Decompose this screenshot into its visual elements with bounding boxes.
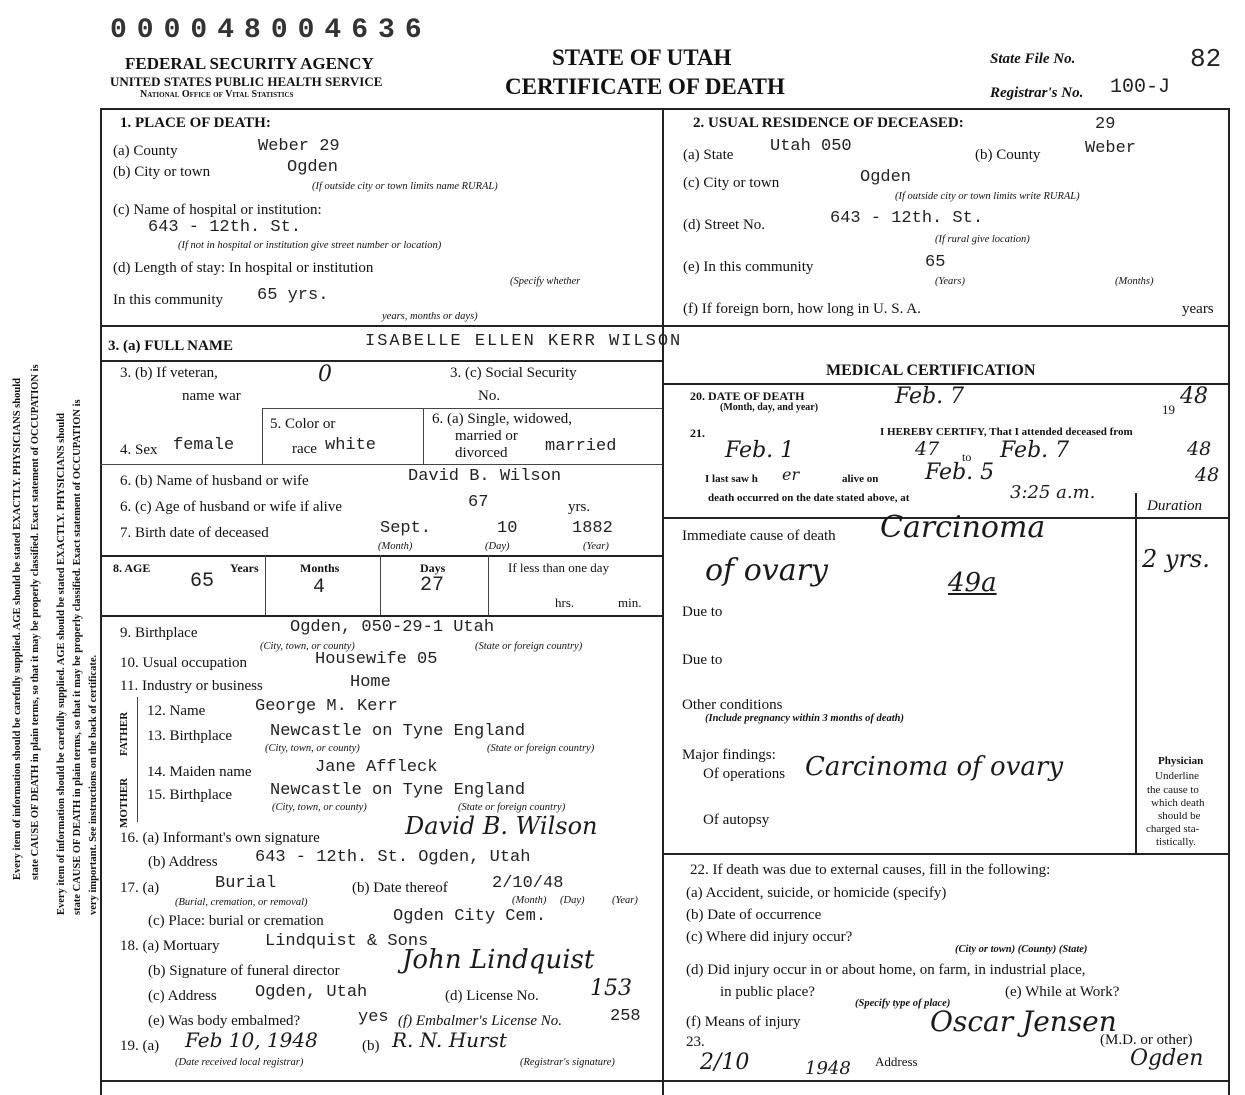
- informant-address-label: (b) Address: [148, 854, 218, 870]
- margin-note-1: Every item of information should be carefully supplied. AGE should be stated EXACTLY. PHYSICIANS should: [12, 378, 23, 880]
- physician-sign-year: 1948: [805, 1058, 851, 1079]
- burial-note: (Burial, cremation, or removal): [175, 897, 308, 908]
- attended-to-label: to: [962, 450, 972, 464]
- top-border: [100, 108, 1230, 110]
- operations-finding: Carcinoma of ovary: [805, 752, 1064, 782]
- occurred-label: death occurred on the date stated above, at: [708, 492, 910, 504]
- occupation-label: 10. Usual occupation: [120, 655, 248, 671]
- external-f: (f) Means of injury: [686, 1014, 801, 1030]
- embalmed-value: yes: [358, 1008, 389, 1027]
- external-c: (c) Where did injury occur?: [686, 929, 853, 945]
- veteran-value: 0: [318, 362, 332, 387]
- residence-state: Utah 050: [770, 137, 852, 156]
- physician-note-3: the cause to: [1147, 784, 1199, 796]
- due-to-label-2: Due to: [682, 652, 723, 668]
- autopsy-label: Of autopsy: [703, 812, 770, 828]
- last-saw-date: Feb. 5: [925, 460, 995, 485]
- death-date-note: (Month, day, and year): [720, 402, 819, 413]
- marital-label-1: 6. (a) Single, widowed,: [432, 411, 572, 427]
- registrar-sig-label: (b): [362, 1038, 380, 1054]
- vline-marital: [423, 408, 424, 464]
- registrar-number: 100-J: [1110, 76, 1171, 99]
- father-birthplace-label: 13. Birthplace: [147, 728, 232, 744]
- last-saw-her: er: [782, 465, 800, 484]
- father-state-note: (State or foreign country): [487, 743, 595, 754]
- foreign-born-suffix: years: [1182, 301, 1214, 317]
- received-label: 19. (a): [120, 1038, 160, 1054]
- physician-note-5: should be: [1158, 810, 1201, 822]
- age-months-label: Months: [300, 561, 340, 575]
- physician-note-1: Physician: [1158, 755, 1204, 767]
- external-b: (b) Date of occurrence: [686, 907, 822, 923]
- right-border: [1228, 108, 1230, 1095]
- mother-birthplace: Newcastle on Tyne England: [270, 781, 526, 800]
- certify-number: 21.: [690, 426, 705, 440]
- burial-day-note: (Day): [560, 895, 585, 906]
- informant-address: 643 - 12th. St. Ogden, Utah: [255, 848, 531, 867]
- physician-note-4: which death: [1151, 797, 1205, 809]
- death-date-label: 20. DATE OF DEATH: [690, 389, 805, 403]
- alive-on-label: alive on: [842, 473, 879, 485]
- age-years: 65: [190, 570, 215, 593]
- birth-day: 10: [497, 519, 518, 538]
- residence-heading: 2. USUAL RESIDENCE OF DECEASED:: [693, 115, 964, 131]
- registrar-note: (Registrar's signature): [520, 1057, 615, 1068]
- sex-value: female: [173, 436, 235, 455]
- mortuary-address: Ogden, Utah: [255, 983, 368, 1002]
- death-city-label: (b) City or town: [113, 164, 211, 180]
- residence-city-label: (c) City or town: [683, 175, 780, 191]
- last-saw-year: 48: [1195, 464, 1220, 486]
- license-label: (d) License No.: [445, 988, 539, 1004]
- informant-signature-label: 16. (a) Informant's own signature: [120, 830, 320, 846]
- immediate-cause-label: Immediate cause of death: [682, 528, 836, 544]
- external-a: (a) Accident, suicide, or homicide (specify): [686, 885, 947, 901]
- residence-county-code: 29: [1095, 115, 1116, 134]
- birth-month: Sept.: [380, 519, 432, 538]
- line-after-sex: [100, 464, 662, 465]
- duration-divider: [1135, 493, 1137, 853]
- foreign-born-label: (f) If foreign born, how long in U. S. A.: [683, 301, 921, 317]
- due-to-label-1: Due to: [682, 604, 723, 620]
- spouse-age: 67: [468, 493, 489, 512]
- age-days: 27: [420, 574, 445, 597]
- embalmed-label: (e) Was body embalmed?: [148, 1013, 301, 1029]
- min-label: min.: [618, 595, 642, 610]
- physician-note-6: charged sta-: [1146, 823, 1200, 835]
- attended-to: Feb. 7: [1000, 438, 1070, 463]
- left-border: [100, 108, 102, 1095]
- social-security-label: 3. (c) Social Security: [450, 365, 577, 381]
- residence-street-note: (If rural give location): [935, 234, 1030, 245]
- office-name: National Office of Vital Statistics: [140, 89, 294, 100]
- embalmer-license: 258: [610, 1007, 641, 1026]
- burial-place-label: (c) Place: burial or cremation: [148, 913, 324, 929]
- external-causes-heading: 22. If death was due to external causes, fill in the following:: [690, 862, 1051, 878]
- line-external: [662, 853, 1228, 855]
- document-title-state: STATE OF UTAH: [552, 45, 732, 70]
- vline-age-1: [265, 555, 266, 615]
- years-note: (Years): [935, 276, 965, 287]
- months-note: (Months): [1115, 276, 1154, 287]
- line-age: [100, 555, 662, 557]
- registrar-number-label: Registrar's No.: [990, 85, 1084, 101]
- residence-community: 65: [925, 253, 946, 272]
- color-label: 5. Color or: [270, 416, 336, 432]
- physician-note-7: tistically.: [1156, 836, 1196, 848]
- section-divider-vet: [100, 360, 662, 362]
- medical-heading: MEDICAL CERTIFICATION: [826, 362, 1036, 379]
- cause-duration: 2 yrs.: [1142, 545, 1210, 573]
- burial-label: 17. (a): [120, 880, 160, 896]
- less-than-day-label: If less than one day: [508, 560, 610, 575]
- embalmer-license-label: (f) Embalmer's License No.: [398, 1013, 563, 1029]
- line-after-age: [100, 615, 662, 617]
- residence-street: 643 - 12th. St.: [830, 209, 984, 228]
- burial-date: 2/10/48: [492, 874, 564, 893]
- other-conditions-label: Other conditions: [682, 697, 783, 713]
- length-of-stay-note: (Specify whether: [510, 276, 581, 287]
- state-file-number: 82: [1190, 44, 1222, 74]
- age-years-label: Years: [230, 561, 259, 575]
- service-name: UNITED STATES PUBLIC HEALTH SERVICE: [110, 74, 383, 89]
- residence-street-label: (d) Street No.: [683, 217, 766, 233]
- mother-name-label: 14. Maiden name: [147, 764, 252, 780]
- death-year: 48: [1180, 384, 1208, 409]
- death-time: 3:25 a.m.: [1010, 482, 1096, 503]
- residence-city: Ogden: [860, 168, 912, 187]
- birthplace-state-note: (State or foreign country): [475, 641, 583, 652]
- marital-label-2: married or: [455, 428, 518, 444]
- birthplace-city-note: (City, town, or county): [260, 641, 355, 652]
- agency-name: FEDERAL SECURITY AGENCY: [125, 54, 374, 73]
- attended-from-year: 47: [915, 438, 940, 460]
- attended-from: Feb. 1: [725, 438, 795, 463]
- received-note: (Date received local registrar): [175, 1057, 304, 1068]
- informant-signature: David B. Wilson: [405, 812, 598, 840]
- parents-bracket: [137, 697, 138, 822]
- in-community-value: 65 yrs.: [257, 286, 329, 305]
- license-number: 153: [590, 976, 632, 1001]
- death-date: Feb. 7: [895, 384, 965, 409]
- burial-place: Ogden City Cem.: [393, 907, 547, 926]
- length-of-stay-label: (d) Length of stay: In hospital or institution: [113, 260, 374, 276]
- veteran-label: 3. (b) If veteran,: [120, 365, 218, 381]
- vline-sex: [262, 408, 263, 464]
- residence-county-label: (b) County: [975, 147, 1041, 163]
- age-days-label: Days: [420, 561, 446, 575]
- birth-date-label: 7. Birth date of deceased: [120, 525, 269, 541]
- external-d-1: (d) Did injury occur in or about home, on farm, in industrial place,: [686, 962, 1086, 978]
- in-community-note: years, months or days): [382, 311, 478, 322]
- birth-month-note: (Month): [378, 541, 413, 552]
- hospital-note: (If not in hospital or institution give street number or location): [178, 240, 442, 251]
- occupation-value: Housewife 05: [315, 650, 438, 669]
- hrs-label: hrs.: [555, 595, 575, 610]
- margin-note-5: very important. See instructions on the back of certificate.: [88, 654, 99, 915]
- physician-note-2: Underline: [1155, 770, 1199, 782]
- birth-year-note: (Year): [583, 541, 609, 552]
- marital-label-3: divorced: [455, 445, 508, 461]
- spouse-age-yrs: yrs.: [568, 499, 591, 515]
- vline-age-3: [488, 555, 489, 615]
- mortuary-name: Lindquist & Sons: [265, 932, 429, 951]
- race-label: race: [292, 441, 317, 457]
- spouse-label: 6. (b) Name of husband or wife: [120, 473, 309, 489]
- registrar-signature: R. N. Hurst: [392, 1028, 507, 1052]
- death-year-prefix: 19: [1162, 402, 1175, 417]
- veteran-label-2: name war: [182, 388, 241, 404]
- section-divider-name: [100, 325, 1230, 327]
- birth-day-note: (Day): [485, 541, 510, 552]
- duration-label: Duration: [1147, 498, 1203, 514]
- physician-signature: Oscar Jensen: [930, 1005, 1117, 1038]
- social-security-no-label: No.: [478, 388, 501, 404]
- mother-city-note: (City, town, or county): [272, 802, 367, 813]
- burial-value: Burial: [215, 874, 277, 893]
- father-birthplace: Newcastle on Tyne England: [270, 722, 526, 741]
- birthplace-value: Ogden, 050-29-1 Utah: [290, 618, 495, 637]
- birthplace-label: 9. Birthplace: [120, 625, 198, 641]
- father-name-label: 12. Name: [147, 703, 206, 719]
- mother-maiden-name: Jane Affleck: [315, 758, 438, 777]
- received-date: Feb 10, 1948: [185, 1028, 318, 1052]
- cause-line-1: Carcinoma: [880, 510, 1046, 545]
- mother-tag: MOTHER: [118, 777, 130, 828]
- residence-community-label: (e) In this community: [683, 259, 814, 275]
- full-name-label: 3. (a) FULL NAME: [108, 338, 233, 354]
- hospital-label: (c) Name of hospital or institution:: [113, 202, 322, 218]
- full-name: ISABELLE ELLEN KERR WILSON: [365, 332, 683, 351]
- funeral-director-label: (b) Signature of funeral director: [148, 963, 340, 979]
- major-findings-label: Major findings:: [682, 747, 776, 763]
- margin-note-4: state CAUSE OF DEATH in plain terms, so that it may be properly classified. Exact statement of OCCUPATION is: [72, 399, 83, 915]
- burial-month-note: (Month): [512, 895, 547, 906]
- residence-county: Weber: [1085, 139, 1137, 158]
- mother-birthplace-label: 15. Birthplace: [147, 787, 232, 803]
- cause-line-2: of ovary: [705, 553, 828, 588]
- residence-state-label: (a) State: [683, 147, 734, 163]
- spouse-name: David B. Wilson: [408, 467, 562, 486]
- operations-label: Of operations: [703, 766, 786, 782]
- father-name: George M. Kerr: [255, 697, 398, 716]
- external-d-2: in public place?: [720, 984, 815, 1000]
- external-e: (e) While at Work?: [1005, 984, 1120, 1000]
- spouse-age-label: 6. (c) Age of husband or wife if alive: [120, 499, 343, 515]
- place-of-death-heading: 1. PLACE OF DEATH:: [120, 115, 271, 131]
- physician-signature-label: 23.: [686, 1034, 705, 1050]
- death-county: Weber 29: [258, 137, 340, 156]
- in-community-label: In this community: [113, 292, 223, 308]
- sex-label: 4. Sex: [120, 442, 158, 458]
- cause-code: 49a: [948, 568, 997, 598]
- age-label: 8. AGE: [113, 561, 151, 575]
- physician-address-label: Address: [875, 1054, 918, 1069]
- physician-suffix: (M.D. or other): [1100, 1032, 1193, 1048]
- vline-age-2: [380, 555, 381, 615]
- serial-number: 000048004636: [110, 15, 432, 46]
- other-conditions-note: (Include pregnancy within 3 months of death): [705, 713, 904, 724]
- burial-date-label: (b) Date thereof: [352, 880, 448, 896]
- external-d-note: (Specify type of place): [855, 998, 951, 1009]
- father-city-note: (City, town, or county): [265, 743, 360, 754]
- industry-value: Home: [350, 673, 391, 692]
- attended-to-year: 48: [1187, 438, 1212, 460]
- document-title: CERTIFICATE OF DEATH: [505, 74, 785, 99]
- age-months: 4: [313, 576, 326, 599]
- physician-sign-date: 2/10: [700, 1050, 750, 1075]
- physician-address: Ogden: [1130, 1046, 1204, 1071]
- mother-state-note: (State or foreign country): [458, 802, 566, 813]
- mortuary-address-label: (c) Address: [148, 988, 217, 1004]
- residence-city-note: (If outside city or town limits write RURAL): [895, 191, 1080, 202]
- hospital-value: 643 - 12th. St.: [148, 218, 302, 237]
- death-county-label: (a) County: [113, 143, 178, 159]
- race-value: white: [325, 436, 377, 455]
- state-file-label: State File No.: [990, 51, 1076, 67]
- marital-value: married: [545, 437, 617, 456]
- bottom-border: [100, 1080, 1230, 1082]
- last-saw-label: I last saw h: [705, 473, 758, 485]
- mortuary-label: 18. (a) Mortuary: [120, 938, 220, 954]
- death-city: Ogden: [287, 158, 339, 177]
- burial-year-note: (Year): [612, 895, 638, 906]
- birth-year: 1882: [572, 519, 613, 538]
- margin-note-2: state CAUSE OF DEATH in plain terms, so that it may be properly classified. Exact statement of OCCUPATION is: [30, 364, 41, 880]
- death-city-note: (If outside city or town limits name RURAL): [312, 181, 498, 192]
- industry-label: 11. Industry or business: [120, 678, 263, 694]
- center-divider: [662, 108, 664, 1095]
- margin-note-3: Every item of information should be carefully supplied. AGE should be stated EXACTLY. PHYSICIANS should: [56, 413, 67, 915]
- certify-text: I HEREBY CERTIFY, That I attended deceased from: [880, 426, 1133, 438]
- line-sex: [262, 408, 662, 409]
- father-tag: FATHER: [118, 711, 130, 756]
- external-c-notes: (City or town) (County) (State): [955, 944, 1088, 955]
- funeral-director-signature: John Lindquist: [402, 945, 595, 975]
